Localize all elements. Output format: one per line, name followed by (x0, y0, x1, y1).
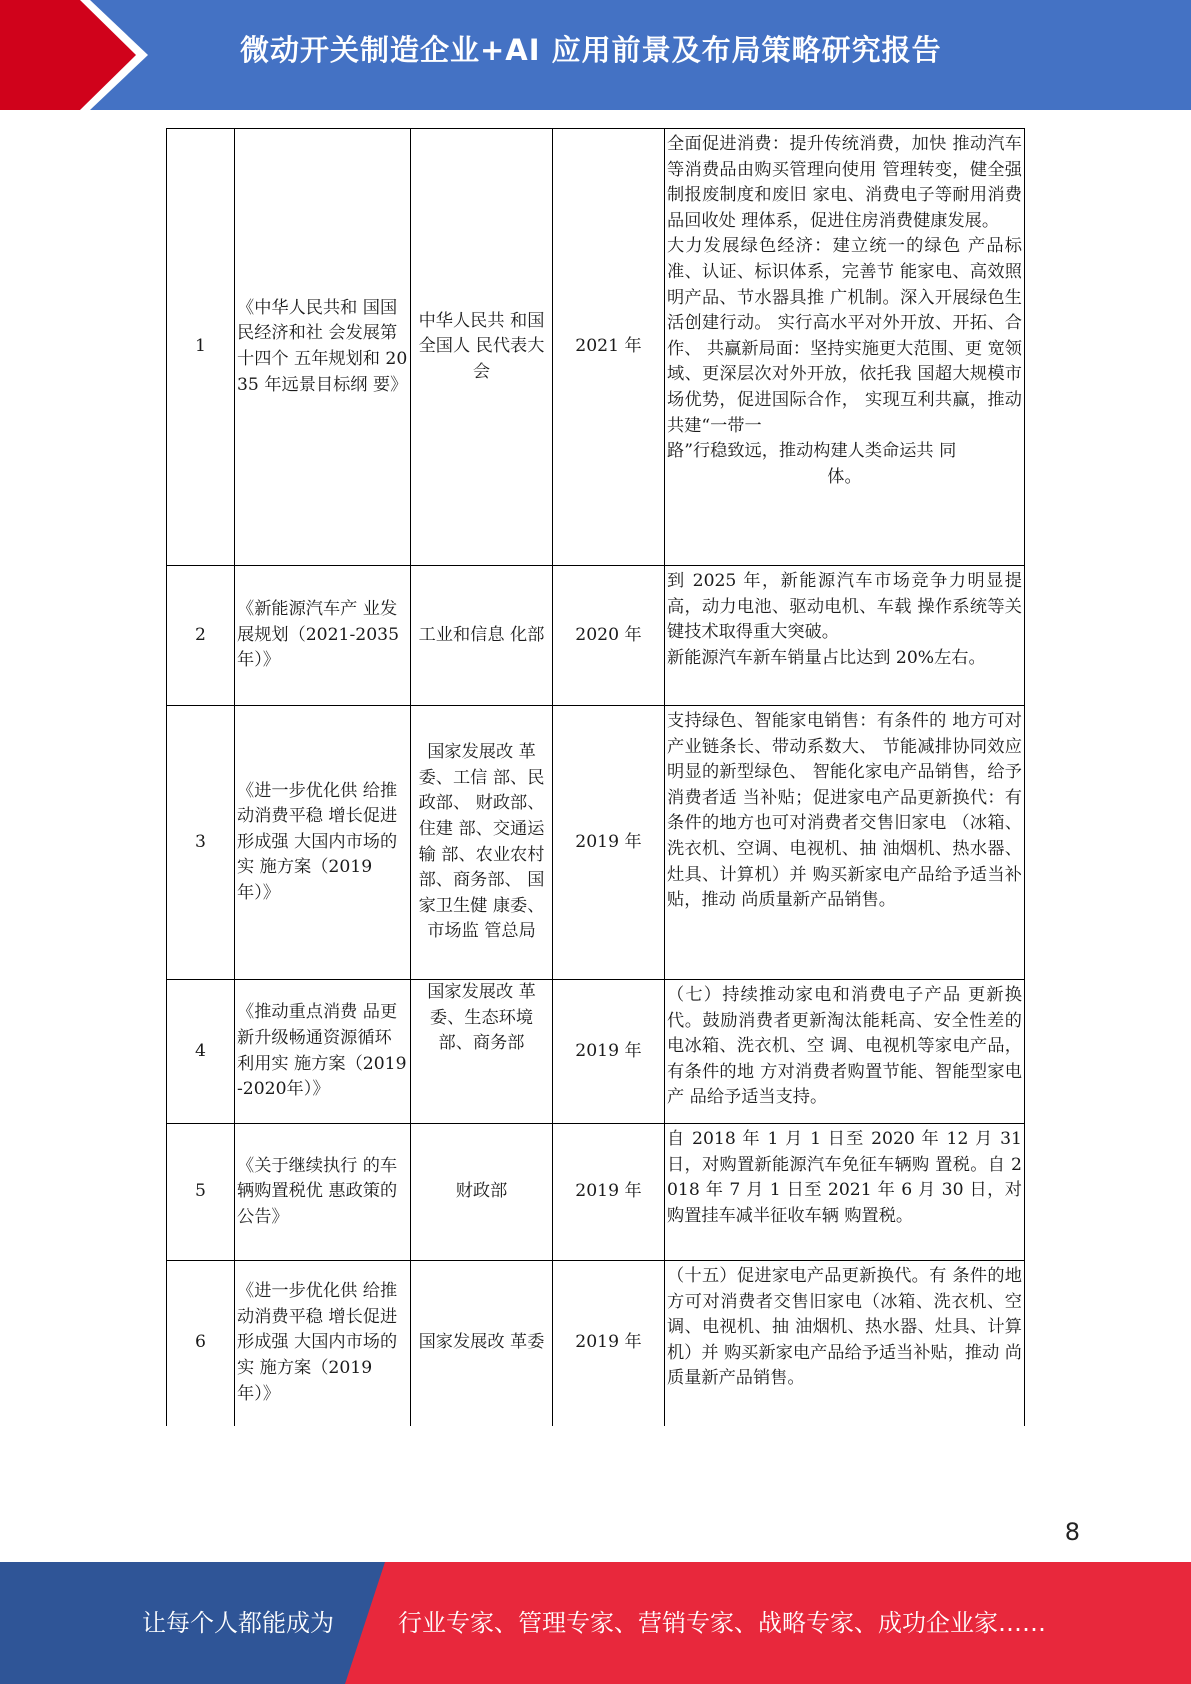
table-row (167, 129, 1025, 566)
page-footer (0, 1562, 1191, 1684)
footer-slogan-left: 让每个人都能成为 (142, 1609, 334, 1637)
policy-content (665, 566, 1025, 706)
row-index: 4 (167, 980, 235, 1124)
row-index: 3 (167, 706, 235, 980)
content-paragraph: 全面促进消费：提升传统消费，加快 推动汽车等消费品由购买管理向使用 管理转变，健全强制报废制度和废旧 家电、消费电子等耐用消费品回收处 理体系，促进住房消费健康发展。 (667, 134, 1022, 231)
policy-content (665, 1124, 1025, 1261)
header-arrow-icon (0, 0, 160, 110)
row-index: 1 (167, 129, 235, 566)
issue-year: 2020 年 (553, 566, 665, 706)
policy-content (665, 1261, 1025, 1426)
content-paragraph: 大力发展绿色经济：建立统一的绿色 产品标准、认证、标识体系，完善节 能家电、高效照明产品、节水器具推 广机制。深入开展绿色生活创建行动。 实行高水平对外开放、开拓、合作、 共赢新局面：坚持实施更大范围、更 宽领域、更深层次对外开放，依托我 国超大规模市场优势，促进国际合作， 实现互利共赢，推动共建“一带一 (667, 236, 1022, 436)
row-index: 2 (167, 566, 235, 706)
issue-year: 2019 年 (553, 1124, 665, 1261)
issuing-department: 国家发展改 革委、工信 部、民政部、 财政部、住建 部、交通运输 部、农业农村 部、商务部、 国家卫生健 康委、市场监 管总局 (411, 706, 553, 980)
policy-name: 《进一步优化供 给推动消费平稳 增长促进形成强 大国内市场的实 施方案（2019 年）》 (235, 1261, 411, 1426)
content-paragraph: 体。 (827, 466, 862, 487)
content-paragraph: （七）持续推动家电和消费电子产品 更新换代。鼓励消费者更新淘汰能耗高、安全性差的电冰箱、洗衣机、空 调、电视机等家电产品，有条件的地 方对消费者购置节能、智能型家电产 品给予适当支持。 (667, 985, 1022, 1108)
content-paragraph: 新能源汽车新车销量占比达到 20%左右。 (667, 647, 986, 668)
page-number: 8 (1064, 1518, 1080, 1546)
page-header (0, 0, 1191, 110)
issuing-department: 国家发展改 革委、生态环境部、商务部 (411, 980, 553, 1124)
table-row (167, 706, 1025, 980)
issue-year: 2019 年 (553, 1261, 665, 1426)
issue-year: 2019 年 (553, 706, 665, 980)
policy-content (665, 706, 1025, 980)
policy-name: 《推动重点消费 品更新升级畅通资源循环利用实 施方案（2019-2020年）》 (235, 980, 411, 1124)
table-row (167, 566, 1025, 706)
policy-content (665, 980, 1025, 1124)
table-row (167, 1261, 1025, 1426)
content-paragraph: 支持绿色、智能家电销售：有条件的 地方可对产业链条长、带动系数大、 节能减排协同效应明显的新型绿色、 智能化家电产品销售，给予消费者适 当补贴；促进家电产品更新换代：有 条件的地方也可对消费者交售旧家电 （冰箱、洗衣机、空调、电视机、抽 油烟机、热水器、灶具、计算机）并 购买新家电产品给予适当补贴，推动 尚质量新产品销售。 (667, 711, 1022, 911)
content-paragraph: 自 2018 年 1 月 1 日至 2020 年 12 月 31 日，对购置新能源汽车免征车辆购 置税。自 2018 年 7 月 1 日至 2021 年 6 月 30 日，对购置挂车减半征收车辆 购置税。 (667, 1129, 1022, 1226)
policy-name: 《关于继续执行 的车辆购置税优 惠政策的公告》 (235, 1124, 411, 1261)
content-paragraph: （十五）促进家电产品更新换代。有 条件的地方可对消费者交售旧家电（冰箱、洗衣机、空调、电视机、抽 油烟机、热水器、灶具、计算机）并 购买新家电产品给予适当补贴，推动 尚质量新产品销售。 (667, 1266, 1022, 1389)
issue-year: 2021 年 (553, 129, 665, 566)
row-index: 6 (167, 1261, 235, 1426)
row-index: 5 (167, 1124, 235, 1261)
issuing-department: 财政部 (411, 1124, 553, 1261)
table-row (167, 1124, 1025, 1261)
table-row (167, 980, 1025, 1124)
report-title: 微动开关制造企业+AI 应用前景及布局策略研究报告 (240, 33, 942, 67)
policy-name: 《新能源汽车产 业发展规划（2021-2035年）》 (235, 566, 411, 706)
policy-name: 《中华人民共和 国国民经济和社 会发展第十四个 五年规划和 2035 年远景目标纲 要》 (235, 129, 411, 566)
content-paragraph: 到 2025 年，新能源汽车市场竞争力明显提高，动力电池、驱动电机、车载 操作系统等关键技术取得重大突破。 (667, 571, 1022, 643)
policy-content (665, 129, 1025, 566)
issuing-department: 中华人民共 和国全国人 民代表大会 (411, 129, 553, 566)
footer-slogan-right: 行业专家、管理专家、营销专家、战略专家、成功企业家…… (398, 1609, 1046, 1637)
policy-name: 《进一步优化供 给推动消费平稳 增长促进形成强 大国内市场的实 施方案（2019 年）》 (235, 706, 411, 980)
policy-table (166, 128, 1025, 1426)
issue-year: 2019 年 (553, 980, 665, 1124)
issuing-department: 工业和信息 化部 (411, 566, 553, 706)
content-paragraph: 路”行稳致远，推动构建人类命运共 同 (667, 441, 957, 462)
issuing-department: 国家发展改 革委 (411, 1261, 553, 1426)
